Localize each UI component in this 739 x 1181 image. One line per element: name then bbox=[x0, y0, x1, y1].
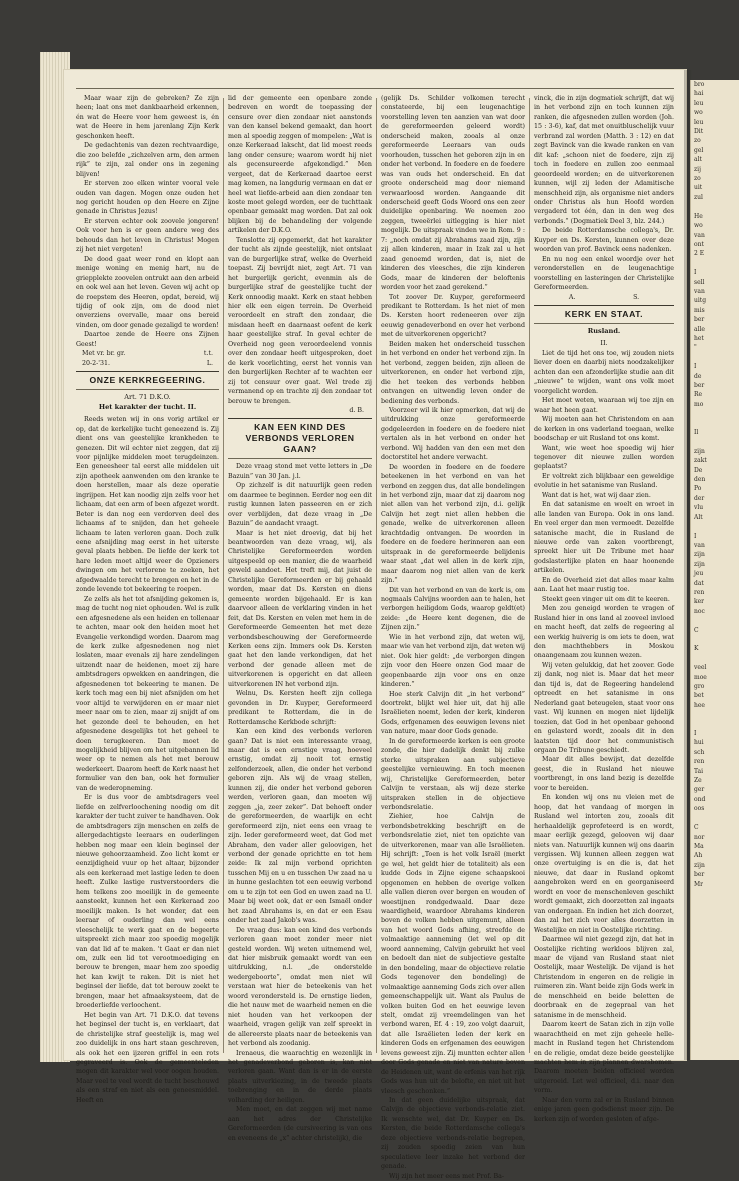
paragraph: Er sterven zoo elken winter vooral vele ouden van dagen. Mogen onze ouden het nog gericht houden op den Heere en Zijne genade in Christus Jezus! bbox=[76, 180, 219, 216]
paragraph: En de Overheid ziet dat alles maar kalm aan. Laat het maar rustig toe. bbox=[534, 576, 674, 594]
article-subtitle: Rusland. bbox=[587, 326, 621, 335]
greeting-abbr: t.t. bbox=[203, 350, 213, 358]
next-page-fragment: zo bbox=[694, 175, 701, 183]
next-page-fragment: ren bbox=[694, 758, 705, 766]
paragraph: De vraag dus: kan een kind des verbonds verloren gaan moet zonder meer niet gesteld worden. Wij weten uitnemend wel, dat hier misbruik gemaakt wordt van een uitdrukking, n.l. „de onderstelde wedergeboorte”, omdat men niet wil verstaan wat hier de beteekenis van het woord verondersteld is. De ernstige lieden, die het nauw met de waarheid nemen en die niet houden van het verkoopen der waarheid, vragen gelijk van zelf spreekt in de allereerste plaats naar de beteekenis van het verbond als zoodanig. bbox=[228, 926, 372, 1048]
article-part: II. bbox=[600, 338, 608, 347]
paragraph: Wij zijn het meer eens met Prof. Ba- bbox=[389, 1172, 505, 1180]
paragraph: De beide Rotterdamsche collega's, Dr. Kuyper en Ds. Kersten, kunnen over deze woorden van prof. Bavinck eens nadenken. bbox=[534, 227, 674, 254]
next-page-fragment bbox=[691, 437, 739, 446]
paragraph: Wij veten gelukkig, dat het zoover. Gode zij dank, nog niet is. Maar dat het meer dan tijd is, dat de Regeering handelend optreedt en het satanisme in ons Nederland gaat beteugelen, staat voor ons vast. Wij kunnen en mogen niet lijdelijk toezien, dat God in het openbaar gehoond en gelasterd wordt, zooals dit in den laatsten tijd door het communistisch orgaan De Tribune geschiedt. bbox=[534, 661, 674, 754]
paragraph: Wij moeten aan het Christendom en aan de kerken in ons vaderland toegaan, welke boodschap er uit Rusland tot ons komt. bbox=[534, 416, 674, 443]
paragraph: Want, wie weet hoe spoedig wij hier tegenover dit nieuwe zullen worden geplaatst? bbox=[534, 444, 674, 471]
paragraph: vinck, die in zijn dogmatiek schrijft, dat wij in het verbond zijn en toch kunnen zijn ranken, die afgesneden zullen worden (Joh. 15 : 3-6), kaf, dat met onuitbluschelijk vuur verbrand zal worden (Matth. 3 : 12) en dat zegt Bavinck van die kwade ranken en van dit kaf: „schoon niet de foedere, zijn zij toch in foedere en zullen zoo eenmaal geoordeeld worden; en de uitverkorenen kunnen, wijl zij leden der Adamitische menschheid zijn, als organisme niet anders onder Christus als hun Hoofd worden vergaderd tot één, dan in den weg des verbonds.” (Dogmatiek Deel 3, blz. 244.) bbox=[534, 95, 674, 225]
next-page-fragment: leu bbox=[694, 99, 704, 107]
paragraph: Welnu, Ds. Kersten heeft zijn collega gevonden in Dr. Kuyper, Gereformeerd predikant te Rotterdam, die in de Rotterdamsche Kerkbode schrijft: bbox=[228, 690, 372, 726]
section-rule bbox=[534, 323, 674, 324]
next-page-fragment: hui bbox=[694, 739, 704, 747]
next-page-fragment bbox=[691, 259, 739, 268]
next-page-fragment: mis bbox=[694, 306, 705, 314]
next-page-fragment: I bbox=[694, 363, 697, 371]
next-page-fragment: wo bbox=[694, 109, 703, 117]
paragraph: De dood gaat weer rond en klopt aan menige woning en menig hart, nu de griepplekte zoovelen ontrukt aan den arbeid en ook wel aan het leven. Geven wij acht op de roepstem des Heeren, opdat, bereid, wij tijdig of ook zijn, om de dood niet onverziens overvalle, maar ons bereid vinden, om door genade gezaligd te worden! bbox=[76, 255, 219, 329]
date-line bbox=[76, 359, 219, 368]
next-page-fragment: Ah bbox=[694, 852, 703, 860]
next-page-fragment: het bbox=[694, 334, 704, 342]
next-page-fragment: zul bbox=[694, 193, 703, 201]
section-rule bbox=[76, 371, 219, 372]
initial: L. bbox=[206, 359, 213, 367]
next-page-fragment: noc bbox=[694, 607, 705, 615]
section-title: KAN EEN KIND DES VERBONDS VERLOREN GAAN? bbox=[245, 422, 355, 455]
paragraph: Daarom keert de Satan zich in zijn volle waarachtheid en met zijn geheele helle-macht in Rusland tegen het Christendom en de religie, omdat deze beide geestelijke machten hem in zijn plannen dwarsbomen. Daarom moeten beiden officieel worden uitgeroeid. Let wel officieel, d.i. naar den vorm. bbox=[534, 1021, 674, 1095]
paragraph: Ze zelfs als het tot afsnijding gekomen is, mag de tucht nog niet ophouden. Wel is zulk een afgesnedene als een heiden en tollenaar te achten, maar ook den heiden moet het Evangelie verkondigd worden. Daarom mag de kerk zulke afgesnedenen nog niet loslaten, maar evenals zij hare zendelingen uitzendt naar de heidenen, moet zij hare ambtsdragers opwekken en aandringen, die afgesnedenen tot bekeering te manen. De kerk toch mag een bij niet afsnijden om het voor altijd te verwijderen en er maar niet meer naar om te zien, maar zij snijdt af om het gezonde deel te behouden, en het afgesnedene desgelijks tot het geheel te doen terugkeeren. Dan moet de mogelijkheid blijven om het uitgebannen lid weer op te nemen als het met berouw wederkeert. Daarom heeft de Kerk naast het formulier van den ban, ook het formulier van de wederopneming. bbox=[76, 595, 219, 792]
next-page-fragment: nor bbox=[694, 833, 705, 841]
next-page-fragment bbox=[691, 202, 739, 211]
next-page-fragment bbox=[691, 654, 739, 663]
paragraph: Men moet, en dat zeggen wij met name aan het adres der Christelijke Gereformeerden (de cursiveering is van ons en eveneens de „x” achter christelijk), die bbox=[228, 1106, 372, 1142]
paragraph: Er is dus voor de ambtsdragers veel liefde en zelfverloochening noodig om dit karakter der tucht zuiver te handhaven. Ook de ambtsdragers zijn menschen en zelfs de allergedachtigste leeraars en ouderlingen hebben nog maar een klein beginsel der nieuwe gehoorzaamheid. Zoo licht komt er eenzijdigheid vuur op het altaar, bijzonder als een kerkeraad met lastige leden te doen heeft. Zulke lastige rustverstoorders die hem telkens zoo moeilijk in de gemeente aansteekt, kunnen het een Kerkeraad zoo moeilijk maken. Is het wonder, dat een leeraar of ouderling dan wel eens vleeschelijk te werk gaat en de begeerte uitspreekt zich maar zoo spoedig mogelijk van dat lid af te maken. 't Gaat er dan niet om, zulk een lid tot verootmoediging en berouw te brengen, maar hem zoo spoedig het kan kwijt te raken. Dit is niet het beginsel der liefde, dat tot berouw zoekt te brengen, maar het afmaaksysteem, dat de broederliefde verloochent. bbox=[76, 794, 219, 1010]
paragraph: Het begin van Art. 71 D.K.O. dat tevens het beginsel der tucht is, en verklaart, dat de christelijke straf geestelijk is, mag wel zoo duidelijk in ons hart staan geschreven, als ook het een ijzeren griffel in een rots gegraveerd is. Ook de gemeenteleden mogen dit karakter wel voor oogen houden. Maar veel te veel wordt de tucht beschouwd als een straf en niet als een geneesmiddel. Heeft en bbox=[76, 1011, 219, 1104]
next-page-edge bbox=[690, 80, 739, 1060]
next-page-fragment: moe bbox=[694, 673, 707, 681]
next-page-fragment: Ma bbox=[694, 842, 704, 850]
paragraph: Beiden maken het onderscheid tusschen in het verbond en onder het verbond zijn. In het verbond, zeggen beiden, zijn alleen de uitverkorenen, en onder het verbond zijn, die het teeken des verbonds hebben ontvangen en uitwendig leven onder de bediening des verbonds. bbox=[381, 340, 525, 405]
paragraph: Maar dit alles bewijst, dat dezelfde geest, die in Rusland het nieuwe voortbrengt, in ons land bezig is dezelfde voor te bereiden. bbox=[534, 756, 674, 792]
next-page-fragment: dat bbox=[694, 579, 704, 587]
paragraph: In de gereformeerde kerken is een groote zonde, die hier dadelijk denkt bij zulke sterke uitspraken aan subjectieve geestelijke vernieuwing. En toch meenen wij, Christelijke Gereformeerden, beter Calvijn te verstaan, als wij deze sterke uitspraken stellen in de objectieve verbondsrelatie. bbox=[381, 737, 525, 811]
paragraph: Irenaeus, die waarachtig en wezenlijk in het genadeverbond geboren is, kan niet verloren gaan. Want dan is er in de eerste plaats uitverkiezing, in de tweede plaats toebrenging en in de derde plaats volharding der heiligen. bbox=[228, 1049, 372, 1104]
next-page-fragment: ren bbox=[694, 588, 705, 596]
top-rule bbox=[76, 88, 674, 89]
next-page-fragment: Il bbox=[694, 429, 699, 437]
next-page-fragment: ont bbox=[694, 240, 704, 248]
next-page-fragment: veel bbox=[694, 664, 707, 672]
column-rule bbox=[223, 98, 224, 1053]
next-page-fragment: Ze bbox=[694, 777, 702, 785]
next-page-fragment: alle bbox=[694, 325, 705, 333]
column-rule bbox=[376, 98, 377, 1053]
next-page-fragment: zij bbox=[694, 165, 701, 173]
next-page-fragment: zijn bbox=[694, 447, 705, 455]
next-page-fragment: gel bbox=[694, 146, 704, 154]
paragraph: Liet de tijd het ons toe, wij zouden niets liever doen en daarbij niets noodzakelijker achten dan een afzonderlijke studie aan dit „nieuwe” te wijden, want ons volk moet voorgelicht worden. bbox=[534, 349, 674, 395]
paragraph: En nu nog een enkel woordje over het veronderstellen en de leugenachtige voorstelling en lasteringen der Christelijke Gereformeerden. bbox=[534, 255, 674, 292]
initials-line bbox=[228, 406, 372, 415]
paragraph: De gedachtenis van dezen rechtvaardige, die zoo belefde „zichzelven arm, den armen rijk” te zijn, zal onder ons in zegening blijven! bbox=[76, 142, 219, 178]
next-page-fragment: den bbox=[694, 476, 706, 484]
next-page-fragment: hee bbox=[694, 701, 705, 709]
next-page-fragment: der bbox=[694, 494, 705, 502]
paragraph: Tot zoover Dr. Kuyper, gereformeerd predikant te Rotterdam. Is het niet of men Ds. Kersten hoort redeneeren over zijn eeuwig genadeverbond en over het verbond met de uitverkorenen opgericht? bbox=[381, 293, 525, 339]
paragraph: In dat geen duidelijke uitspraak, dat Calvijn de objectieve verbonds-relatie ziet. Ik wenschte wel, dat Dr. Kuyper en Ds. Kersten, die beide Rotterdamsche collega's deze objectieve verbonds-relatie begrepen, zij zouden spoedig zeien van hun speculatieve leer inzake het verbond der genade. bbox=[381, 1097, 525, 1171]
column-2 bbox=[228, 94, 372, 1142]
next-page-fragment: I bbox=[694, 269, 697, 277]
paragraph: Daartoe zende de Heere ons Zijnen Geest! bbox=[76, 331, 219, 348]
greeting: Met vr. br. gr. bbox=[82, 350, 126, 358]
next-page-fragment: ber bbox=[694, 382, 705, 389]
paragraph: Ziehier, hoe Calvijn de verbondsbetrekking beschrijft en de verbondsrelatie ziet, niet ten opzichte van de uitverkorenen, maar van alle Israëlieten. Hij schrijft: „Toen is het volk Israël (merkt ge wel, het geldt hier de totaliteit) als een kudde Gods in Zijne eigene schaapskooi opgenomen en hebben de overige volken alle vallen dieren over bergen en wouden of woestijnen rondgedwaald. Daar deze waardigheid, waardoor Abrahams kinderen boven de volken hebben uitgemunt, alleen van het woord Gods afhing, streefde de volmaaktige aanneming (let wel op dit woord aanneming, Calvijn gebruikt het veel en bedoelt dan niet de subjectieve gestalte in den bondeling, maar de objectieve relatie Gods tegenover den bondeling) de volmaaktige aanneming Gods zich over allen gemeenschappelijk uit. Want als Paulus de volken buiten God en het eeuwige leven stelt, omdat zij vreemdelingen van het verbond waren, Ef. 4 : 19, zoo volgt daaruit, dat alle Israëlieten leden der kerk en kinderen Gods en erfgenamen des eeuwigen levens geweest zijn. Zij muntten echter allen door Gods genade en niet van nature boven de Heidenen uit, want de erfenis van het rijk Gods was hun uit de belofte, en niet uit het vleesch geschonken.” bbox=[381, 813, 525, 1095]
next-page-fragment: gro bbox=[694, 683, 705, 690]
next-page-fragment: K bbox=[694, 645, 699, 653]
column-rule bbox=[529, 98, 530, 1053]
next-page-fragment: ber bbox=[694, 871, 705, 879]
initials: d. B. bbox=[349, 406, 364, 414]
next-page-fragment: C bbox=[694, 824, 699, 832]
paragraph: Men zou geneigd worden te vragen of Rusland hier in ons land al zooveel invloed en macht heeft, dat zelfs de regeering al een werkig huiverig is om iets te doen, wat den machthebbers in Moskou onaangenaam zou kunnen wezen. bbox=[534, 605, 674, 660]
paragraph: En dat satanisme en woelt en wroet in alle landen van Europa. Ook in ons land. En veel erger dan men vermoedt. Dezelfde satanische macht, die in Rusland de nieuwe orde van zaken voortbrengt, spreekt hier uit De Tribune met haar godslasterlijke platen en haar hoonende artikelen. bbox=[534, 501, 674, 575]
next-page-fragment: jeu bbox=[694, 570, 704, 578]
next-page-fragment: zijn bbox=[694, 560, 705, 568]
col1-intro bbox=[76, 94, 219, 349]
next-page-fragment: bet bbox=[694, 692, 704, 700]
next-page-fragment: leu bbox=[694, 118, 704, 126]
signature-s: S. bbox=[633, 293, 640, 301]
paragraph: Tenslotte zij opgemerkt, dat het karakter der tucht als zijnde geestelijk, niet ontslaat van de burgerlijke straf, welke de Overheid toepast. Zij bevrijdt niet, zegt Art. 71 van het burgerlijk gericht, evenmin als de burgerlijke straf de geestelijke tucht der Kerk onnoodig maakt. Kerk en staat hebben hier elk een eigen terrein. De Overheid veroordeelt en straft den zondaar, die misdaan heeft en daarnaast oefent de kerk haar geestelijke straf. In geval echter de Overheid nog geen veroordeelend vonnis over den zondaar heeft uitgesproken, doet de kerk voorlichting, eerst het vonnis van den burgerlijken Rechter af te wachten eer zij tot censuur over gaat. Wel trede zij vermanend op en trachte zij den zondaar tot berouw te brengen. bbox=[228, 236, 372, 405]
next-page-fragment: mo bbox=[694, 400, 704, 408]
signature-a: A. bbox=[568, 293, 576, 301]
next-page-fragment bbox=[691, 616, 739, 625]
next-page-fragment: zijn bbox=[694, 551, 705, 559]
next-page-fragment: zijn bbox=[694, 861, 705, 869]
article-ref: Art. 71 D.K.O. bbox=[124, 393, 171, 402]
paragraph: Daarmee wil niet gezegd zijn, dat het in Oostelijke richting werkloos blijven zal, maar de vijand van Rusland staat niet Oostelijk, maar Westelijk. De vijand is het Christendom in engeren en de religie in ruimeren zin. Want beide zijn Gods werk in de menschheid en beide beletten de doorbraak en de zegepraal van het satanisme in de menschheid. bbox=[534, 936, 674, 1019]
next-page-fragment: C bbox=[694, 626, 699, 634]
paragraph: Het moet weten, waaraan wij toe zijn en waar het heen gaat. bbox=[534, 397, 674, 414]
next-page-fragment: Tai bbox=[694, 767, 704, 775]
column-3 bbox=[381, 94, 525, 1180]
next-page-fragment: alt bbox=[694, 156, 702, 164]
column-1 bbox=[76, 94, 219, 1104]
columns bbox=[76, 94, 674, 1180]
section-title: ONZE KERKREGEERING. bbox=[89, 375, 206, 386]
paragraph: Want dat is het, wat wij daar zien. bbox=[542, 491, 651, 499]
next-page-fragment: oos bbox=[694, 805, 705, 813]
next-page-fragment bbox=[691, 409, 739, 418]
section-rule bbox=[534, 305, 674, 306]
paragraph: Wie in het verbond zijn, dat weten wij, maar wie van het verbond zijn, dat weten wij niet. Ook hier geldt: „de verborgen dingen zijn voor den Heere onzen God maar de geopenbaarde zijn voor ons en onze kinderen.” bbox=[381, 633, 525, 689]
column-4 bbox=[534, 94, 674, 1123]
paragraph: Voorzeer wil ik hier opmerken, dat wij de uitdrukking onze gereformeerde godgeleerden in foedere en de foedere niet vertalen als in het verbond en onder het verbond. Wij hadden van den een met den doctorstitel het andere verwacht. bbox=[381, 406, 525, 462]
next-page-fragment: bro bbox=[694, 81, 705, 88]
section-title: KERK EN STAAT. bbox=[564, 308, 644, 319]
next-page-fragment: Alt bbox=[694, 513, 703, 521]
paragraph: Maar is het niet droevig, dat bij het beantwoorden van deze vraag, wij, als Christelijke Gereformeerden worden uitgespeeld op een manier, die de waarheid geweld aandoet. Het treft mij, dat juist de Christelijke Gereformeerden er bij gehaald worden, maar dat Ds. Kersten en diens gemeente worden bijgehaald. Er is kan daarvoor alleen de verklaring vinden in het feit, dat Ds. Kersten en velen met hem in de Gereformeerde Gemeenten het met deze verbondsbeschouwing der Gereformeerde Kerken eens zijn. Immers ook Ds. Kersten gaat het den lande verkondigen, dat het verbond der genade alleen met de uitverkorenen is opgericht en dat alleen uitverkorenen IN het verbond zijn. bbox=[228, 529, 372, 688]
next-page-fragment: Mr bbox=[694, 880, 704, 888]
section-rule bbox=[228, 458, 372, 459]
paragraph: lid der gemeente een openbare zonde bedreven en wordt de toepassing der censure over dien zondaar niet aanstonds van den kansel bekend gemaakt, dan hoort men al spoedig zeggen of mompelen: „Wat is onze Kerkeraad lakscht, dat lid moest reeds lang onder censure; waarom wordt hij niet als gecensureerde afgekondigd.” Men vergeet, dat de Kerkeraad daartoe eerst mag komen, na langdurig vermaan en dat er heel wat liefde-arbeid aan dien zondaar ten koste moet gelegd worden, eer de tuchttaak openbaar gemaakt mag worden. Dat zal ook blijken bij de behandeling der volgende artikelen der D.K.O. bbox=[228, 95, 372, 235]
paragraph: Reeds weten wij in ons vorig artikel er op, dat de kerkelijke tucht geneezend is. Zij dient ons van geestelijke krankheden te genezen. Dit wil echter niet zeggen, dat zij voor pijnlijke middelen moet terugdeinzen. Een geneesheer tal eerst alle middelen uit zijn apotheek aanwenden om den kranke te doen herstellen, maar als deze operatie ingrijpen. Het kan noodig zijn zelfs voor het lichaam, dat een arm of been afgezet wordt. Beter is dan nog een verdorven deel des lichaams af te snijden, dan het geheele lichaam te laten verloren gaan. Doch zulk eene afsnijding mag eerst in het uiterste geval plaats hebben. De liefde der kerk tot hare leden moet altijd weer de Opzieners dwingen om het verlorene te zoeken, het afgedwaalde terecht te brengen en het in de zonde levende tot bekeering te roepen. bbox=[76, 416, 219, 594]
next-page-fragment: van bbox=[694, 541, 705, 549]
article-subtitle: Het karakter der tucht. II. bbox=[98, 403, 197, 412]
next-page-fragment bbox=[691, 814, 739, 823]
next-page-fragment: van bbox=[694, 287, 705, 295]
signature-line bbox=[534, 293, 674, 302]
next-page-fragment: zo bbox=[694, 137, 701, 145]
newspaper-page bbox=[64, 70, 686, 1180]
paragraph: Dit van het verbond en van de kerk is, om nogmaals Calvijns woorden aan te halen, het verborgen heiligdom Gods, waarop geldt(et) zeide: „de Heere kent degenen, die de Zijnen zijn.” bbox=[381, 586, 525, 632]
next-page-fragment: uit bbox=[694, 184, 703, 192]
next-page-fragment: ger bbox=[694, 786, 705, 794]
next-page-fragment: sell bbox=[694, 278, 705, 286]
next-page-fragment: van bbox=[694, 231, 705, 239]
section-rule bbox=[228, 418, 372, 419]
next-page-fragment: " bbox=[694, 344, 697, 352]
greeting-line bbox=[76, 349, 219, 358]
next-page-fragment: ker bbox=[694, 598, 705, 606]
next-page-fragment: I bbox=[694, 532, 697, 540]
next-page-fragment: Dit bbox=[694, 128, 704, 136]
next-page-fragment: I bbox=[694, 730, 697, 738]
next-page-fragment bbox=[691, 710, 739, 719]
next-page-fragment: wo bbox=[694, 222, 703, 230]
next-page-fragment: zakt bbox=[694, 457, 707, 465]
next-page-fragment bbox=[691, 353, 739, 362]
next-page-fragment: vlu bbox=[694, 504, 704, 512]
next-page-fragment: hai bbox=[694, 90, 704, 98]
paragraph: Kan een kind des verbonds verloren gaan? Dat is niet een interessante vraag, maar dat is een ernstige vraag, hoeveel ernstig, omdat zij nooit tot ernstig zelfonderzoek, allen, die onder het verbond geboren zijn. Als wij de vraag stellen, kunnen zij, die onder het verbond geboren werden, verloren gaan, dan moeten wij zeggen „ja, zeer zeker”. Dat behoeft onder de gereformeerden, de waarlijk en echt gereformeerd zijn, niet eens een vraag te zijn. Ieder gereformeerd weet, dat God met Abraham, den vader aller geloovigen, het verbond der genade oprichtte en tot hem zeide: Ik zal mijn verbond oprichten tusschen Mij en u en tusschen Uw zaad na u in hunne geslachten tot een eeuwig verbond om u te zijn tot een God en uwen zaad na U. Maar bij weet ook, dat er een Ismaël onder het zaad Abrahams is, en dat er een Esau onder het zaad Jakob's was. bbox=[228, 728, 372, 925]
next-page-fragment: Po bbox=[694, 485, 702, 493]
next-page-fragment bbox=[691, 635, 739, 644]
paragraph: En konden wij ons nu vleien met de hoop, dat het vandaag of morgen in Rusland wel intorten zou, zooals dit herhaaldelijk geprofeteerd is en wordt, maar eerlijk gezegd, gelooven wij daar niets van. Natuurlijk kunnen wij ons daarin vergissen. Wij kunnen alleen zeggen wat onze overtuiging is en die is, dat het nieuwe, dat daar in Rusland opkomt aangebroken werd en en georganiseerd wordt en voor de menschenleven geschikt wordt gemaakt, zich doorzetten zal ingaats van ondergaan. En indien het zich doorzet, dan zal het zich voor alles doorzetten in Westelijke en niet in Oostelijke richting. bbox=[534, 794, 674, 934]
next-page-fragment: He bbox=[694, 212, 703, 220]
next-page-fragment: 2 E bbox=[694, 250, 705, 258]
next-page-fragment: uitg bbox=[694, 297, 707, 305]
paragraph: Maar waar zijn de gebreken? Ze zijn heen; laat ons met dankbaarheid erkennen, én wat de Heere voor hem geweest is, én wat de Heere in hem jarenlang Zijn Kerk geschonken heeft. bbox=[76, 95, 219, 140]
next-page-fragment: sch bbox=[694, 748, 705, 756]
section-rule bbox=[76, 389, 219, 390]
next-page-fragment bbox=[691, 720, 739, 729]
paragraph: Er sterven echter ook zoovele jongeren! Ook voor hen is er geen andere weg des behouds dan het leven in Christus! Mogen zij het niet vergeten! bbox=[76, 217, 219, 254]
date: 20-2-'31. bbox=[82, 359, 111, 367]
next-page-fragment: ber bbox=[694, 316, 705, 324]
paragraph: De woorden in foedere en de foedere beteekenen in het verbond en van het verbond en zeggen dus, dat alle bondelingen in het verbond zijn, maar dat zij daarom nog niet allen van het verbond zijn, d.i. gelijk Calvijn het zegt niet allen hebben die genade, welke de uitverkorenen alleen krachtdadig ontvangen. De woorden in foedere en de foedere herinneren aan een uitspraak in de gereformeerde belijdenis waar staat „dat wel allen in de kerk zijn, maar daarom nog niet allen van de kerk zijn.” bbox=[381, 463, 525, 585]
next-page-fragment: de bbox=[694, 372, 702, 380]
next-page-fragment bbox=[691, 522, 739, 531]
next-page-fragment: De bbox=[694, 466, 703, 474]
paragraph: Hoe sterk Calvijn dit „in het verbond” doortrekt, blijkt wel hier uit, dat hij alle Israëlieten noemt, leden der kerk, kinderen Gods, erfgenamen des eeuwigen levens niet van nature, maar door Gods genade. bbox=[381, 690, 525, 736]
paragraph: (gelijk Ds. Schilder volkomen terecht constateerde, bij een leugenachtige voorstelling leven ten aanzien van wat door de gereformeerden geleerd wordt) onderscheid maken, zooals al onze gereformeerde Leeraars van ouds voorhouden, tusschen het geboren zijn in en onder het verbond. In foedere en de foedere was van ouds het onderscheid. En dat groote onderscheid mag door niemand verwaarloosd worden. Aangaande dit onderscheid geeft Gods Woord ons een zeer duidelijke openbaring. We noemen zoo zeggen, tweeërlei uitlegging is hier niet mogelijk. De uitspraak vinden we in Rom. 9 : 7: „noch omdat zij Abrahams zaad zijn, zijn zij allen kinderen, maar in Izak zal u het zaad genoemd worden, dat is, niet de kinderen des vleesches, die zijn kinderen Gods, maar de kinderen der beloftenis worden voor het zaad gerekend.” bbox=[381, 95, 525, 292]
paragraph: Op zichzelf is dit natuurlijk geen reden om daarmee te beginnen. Eerder nog een dit rustig kunnen laten passeeren en er zich over verblijden, dat deze vraag in „De Bazuin” de aandacht vraagt. bbox=[228, 482, 372, 528]
paragraph: Naar den vorm zal er in Rusland binnen enige jaren geen godsdienst meer zijn. De kerken zijn of worden gesloten of afge- bbox=[534, 1096, 674, 1123]
next-page-fragment bbox=[691, 419, 739, 428]
paragraph: Steekt geen vinger uit om dit te keeren. bbox=[542, 595, 670, 603]
paragraph: Deze vraag stond met vette letters in „De Bazuin” van 30 Jan. j.l. bbox=[228, 463, 372, 480]
paragraph: Er voltrekt zich blijkbaar een geweldige evolutie in het satanisme van Rusland. bbox=[534, 472, 674, 490]
next-page-fragment: Re bbox=[694, 391, 703, 399]
next-page-fragment: ond bbox=[694, 795, 706, 803]
